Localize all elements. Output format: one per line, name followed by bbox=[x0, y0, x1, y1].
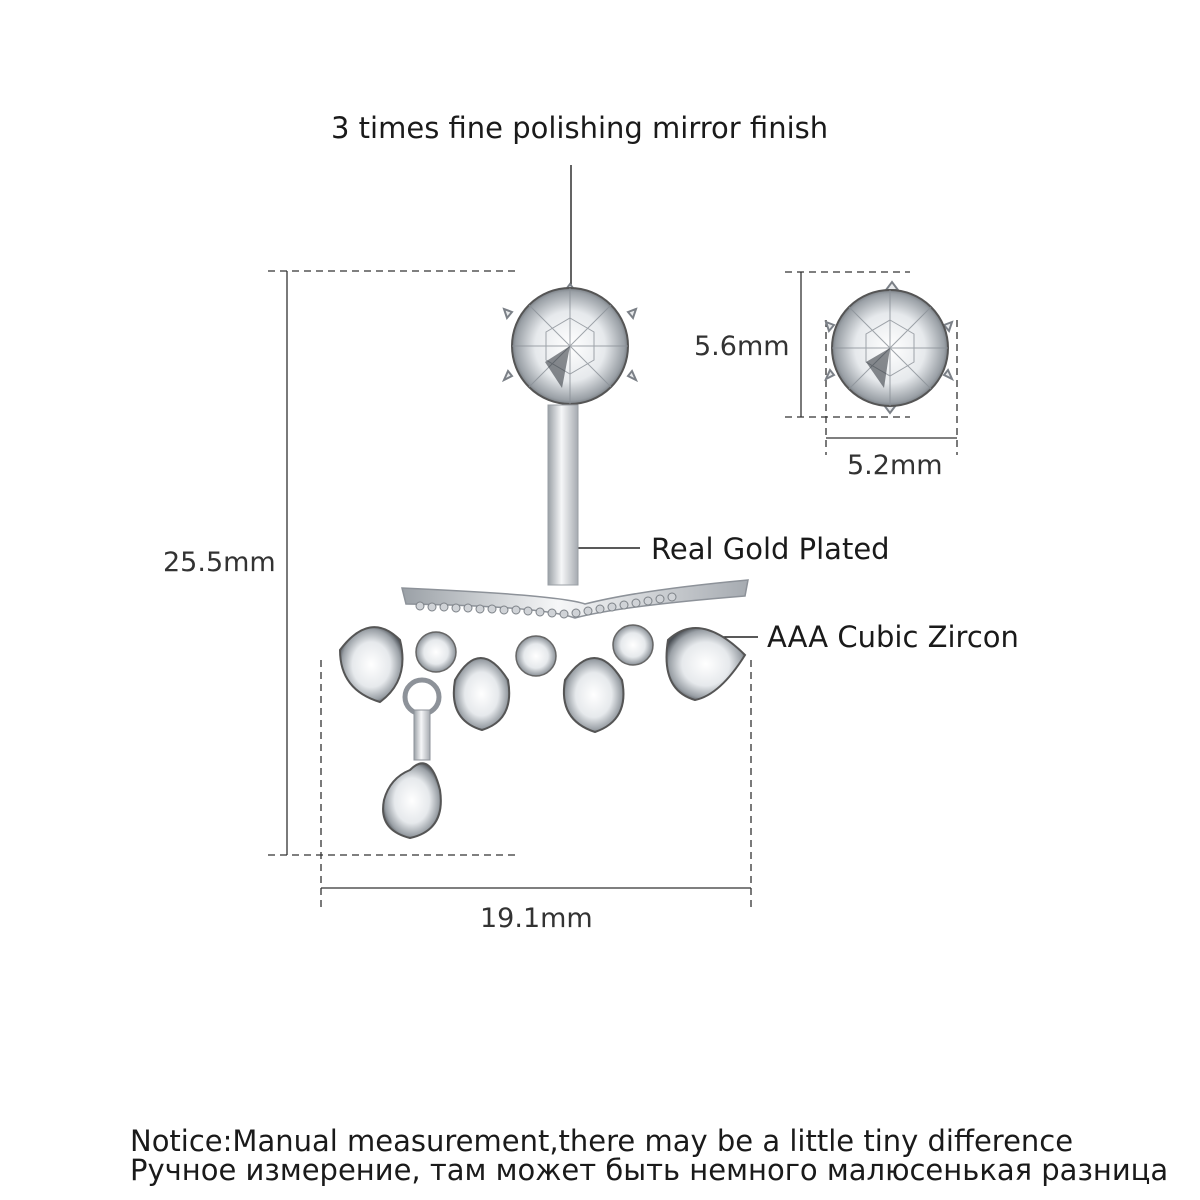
stud-earring-image bbox=[826, 282, 952, 413]
page-title: 3 times fine polishing mirror finish bbox=[331, 111, 829, 145]
width-dimension-label: 19.1mm bbox=[480, 903, 593, 934]
stud-height-label: 5.6mm bbox=[694, 331, 790, 362]
callout-lines bbox=[563, 165, 758, 637]
height-dimension-line bbox=[268, 271, 520, 855]
notice-russian: Ручное измерение, там может быть немного малюсенькая разница bbox=[130, 1153, 1169, 1187]
earring-stem bbox=[548, 405, 578, 585]
notice-english: Notice:Manual measurement,there may be a little tiny difference bbox=[130, 1124, 1074, 1158]
dangle-drop bbox=[383, 680, 441, 838]
stud-width-label: 5.2mm bbox=[847, 450, 943, 481]
earring-front-stud bbox=[504, 284, 636, 413]
height-dimension-label: 25.5mm bbox=[163, 547, 276, 578]
stones-callout-label: AAA Cubic Zircon bbox=[767, 620, 1019, 654]
small-round-stones bbox=[416, 625, 653, 676]
plating-callout-label: Real Gold Plated bbox=[651, 532, 890, 566]
earring-jacket-bar bbox=[402, 580, 748, 618]
